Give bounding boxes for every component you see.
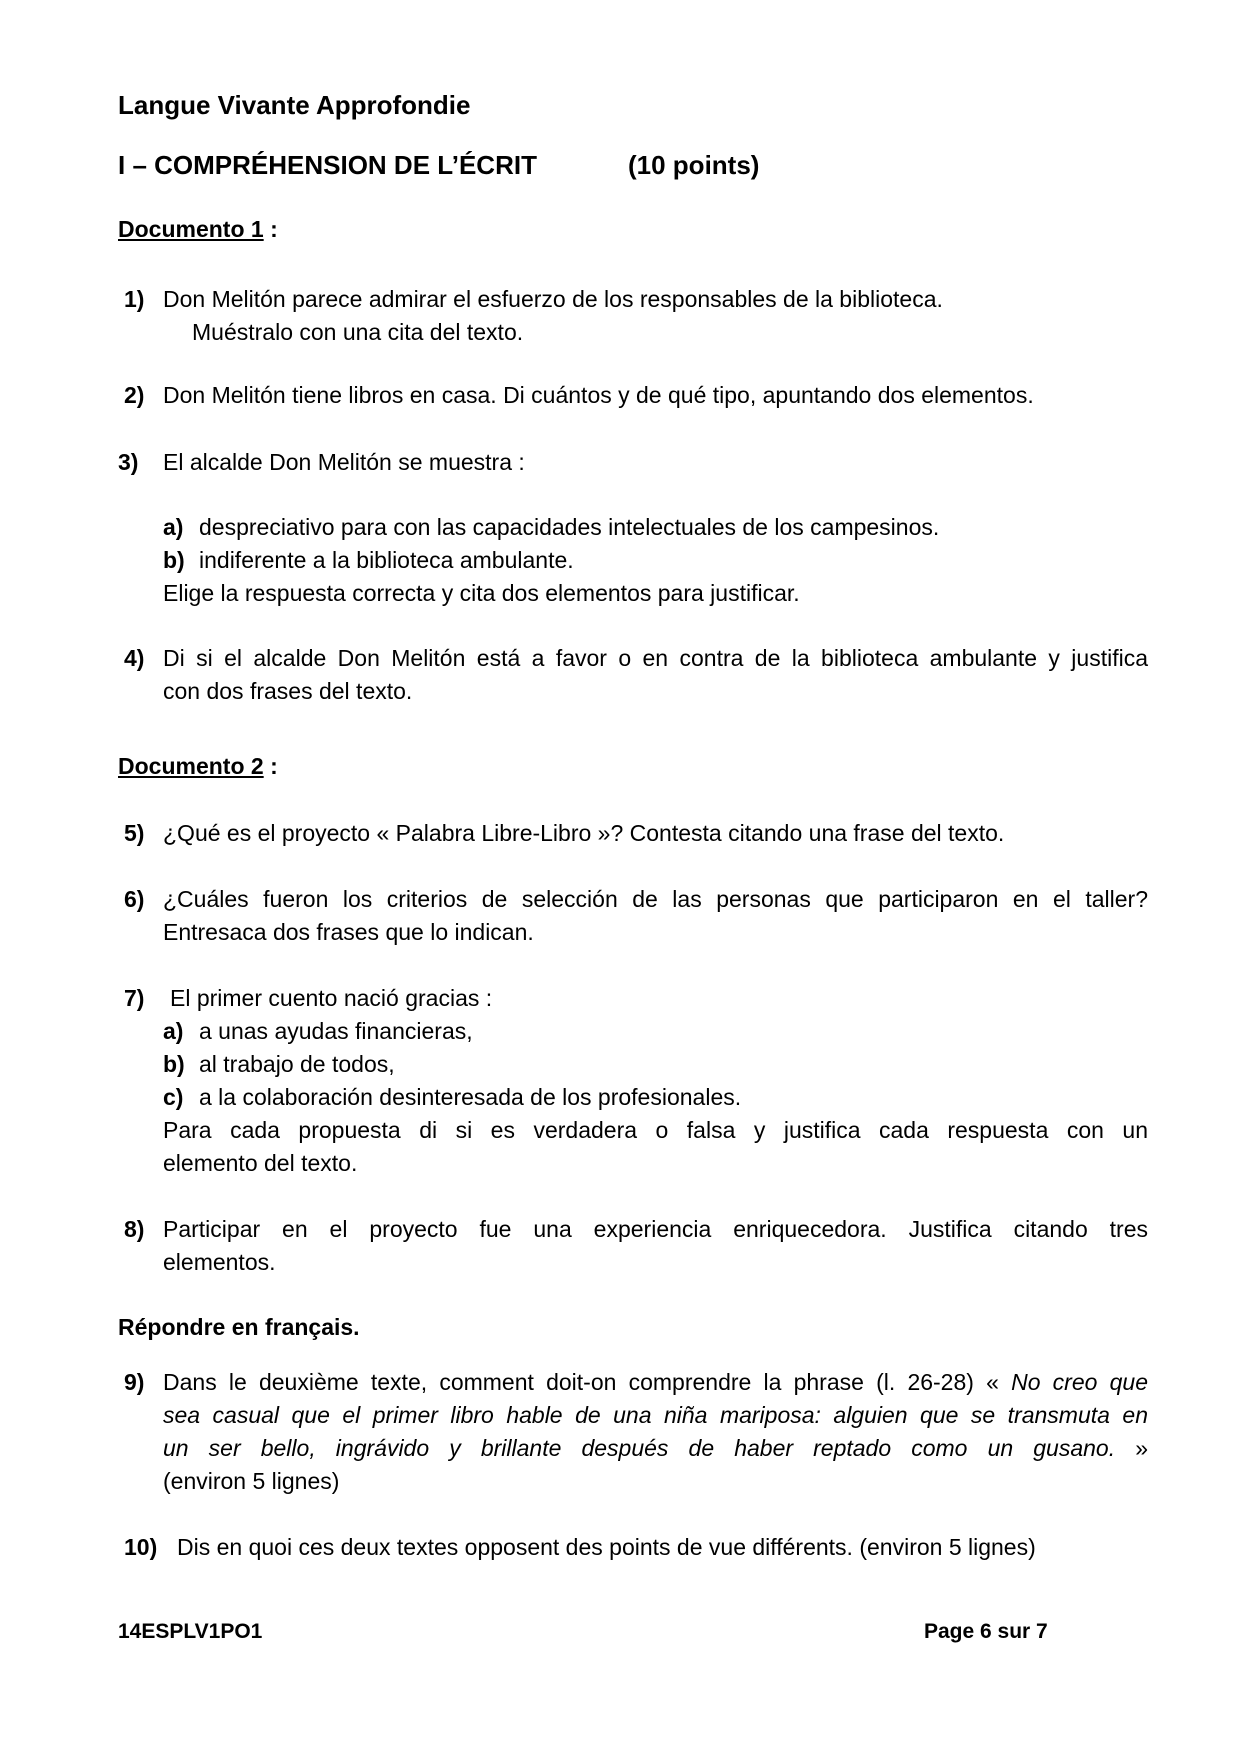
footer-page-number: Page 6 sur 7 [924, 1620, 1048, 1643]
question-4-number: 4) [124, 645, 145, 671]
question-10-number: 10) [124, 1534, 158, 1560]
question-9-line-1-text: Dans le deuxième texte, comment doit-on comprendre la phrase (l. 26-28) « [163, 1369, 1012, 1395]
question-7-option-b-label: b) [163, 1051, 185, 1077]
question-10-line-1: Dis en quoi ces deux textes opposent des points de vue différents. (environ 5 lignes) [177, 1534, 1036, 1560]
document-2-label: Documento 2 [118, 753, 264, 779]
question-3-instruction: Elige la respuesta correcta y cita dos elementos para justificar. [163, 580, 800, 606]
question-7-line-1: El primer cuento nació gracias : [170, 985, 493, 1011]
question-7-option-c-label: c) [163, 1084, 184, 1110]
question-1-line-2: Muéstralo con una cita del texto. [192, 319, 524, 345]
question-8-line-1: Participar en el proyecto fue una experiencia enriquecedora. Justifica citando tres [163, 1216, 1148, 1242]
question-5-number: 5) [124, 820, 145, 846]
section-title: I – COMPRÉHENSION DE L’ÉCRIT [118, 150, 537, 180]
question-9-quote-start: No creo que [1011, 1369, 1148, 1395]
question-4-line-2: con dos frases del texto. [163, 678, 413, 704]
document-2-heading [118, 753, 278, 780]
question-3-number: 3) [118, 449, 139, 475]
section-points: (10 points) [628, 150, 760, 180]
question-6-line-1: ¿Cuáles fueron los criterios de selección de las personas que participaron en el taller? [163, 886, 1148, 912]
question-3-option-a-label: a) [163, 514, 184, 540]
question-2-number: 2) [124, 382, 145, 408]
french-instruction-heading: Répondre en français. [118, 1314, 360, 1340]
question-9-line-3 [163, 1435, 1148, 1462]
question-1-line-1: Don Melitón parece admirar el esfuerzo de los responsables de la biblioteca. [163, 286, 943, 312]
question-3-option-a: despreciativo para con las capacidades intelectuales de los campesinos. [199, 514, 940, 540]
question-7-option-c: a la colaboración desinteresada de los profesionales. [199, 1084, 742, 1110]
question-5-line-1: ¿Qué es el proyecto « Palabra Libre-Libro »? Contesta citando una frase del texto. [163, 820, 1005, 846]
question-4-line-1: Di si el alcalde Don Melitón está a favor o en contra de la biblioteca ambulante y justifica [163, 645, 1148, 671]
question-9-length-note: (environ 5 lignes) [163, 1468, 340, 1494]
question-7-option-b: al trabajo de todos, [199, 1051, 395, 1077]
question-3-option-b-label: b) [163, 547, 185, 573]
document-1-heading [118, 216, 278, 243]
question-1-number: 1) [124, 286, 145, 312]
question-9-quote-line-2: sea casual que el primer libro hable de una niña mariposa: alguien que se transmuta en [163, 1402, 1148, 1428]
question-7-option-a-label: a) [163, 1018, 184, 1044]
question-9-line-1 [163, 1369, 1148, 1396]
question-2-line-1: Don Melitón tiene libros en casa. Di cuántos y de qué tipo, apuntando dos elementos. [163, 382, 1034, 408]
question-8-line-2: elementos. [163, 1249, 276, 1275]
question-9-quote-end: un ser bello, ingrávido y brillante después de haber reptado como un gusano. [163, 1435, 1116, 1461]
question-7-instruction-line-1: Para cada propuesta di si es verdadera o falsa y justifica cada respuesta con un [163, 1117, 1148, 1143]
document-1-label: Documento 1 [118, 216, 264, 242]
question-6-line-2: Entresaca dos frases que lo indican. [163, 919, 534, 945]
question-3-option-b: indiferente a la biblioteca ambulante. [199, 547, 574, 573]
document-1-colon: : [263, 216, 278, 242]
question-7-option-a: a unas ayudas financieras, [199, 1018, 473, 1044]
question-7-number: 7) [124, 985, 145, 1011]
question-8-number: 8) [124, 1216, 145, 1242]
question-9-closing-quote: » [1115, 1435, 1148, 1461]
page-title: Langue Vivante Approfondie [118, 90, 471, 120]
document-2-colon: : [263, 753, 278, 779]
question-9-number: 9) [124, 1369, 145, 1395]
question-3-line-1: El alcalde Don Melitón se muestra : [163, 449, 525, 475]
question-7-instruction-line-2: elemento del texto. [163, 1150, 358, 1176]
footer-exam-code: 14ESPLV1PO1 [118, 1620, 263, 1643]
question-6-number: 6) [124, 886, 145, 912]
